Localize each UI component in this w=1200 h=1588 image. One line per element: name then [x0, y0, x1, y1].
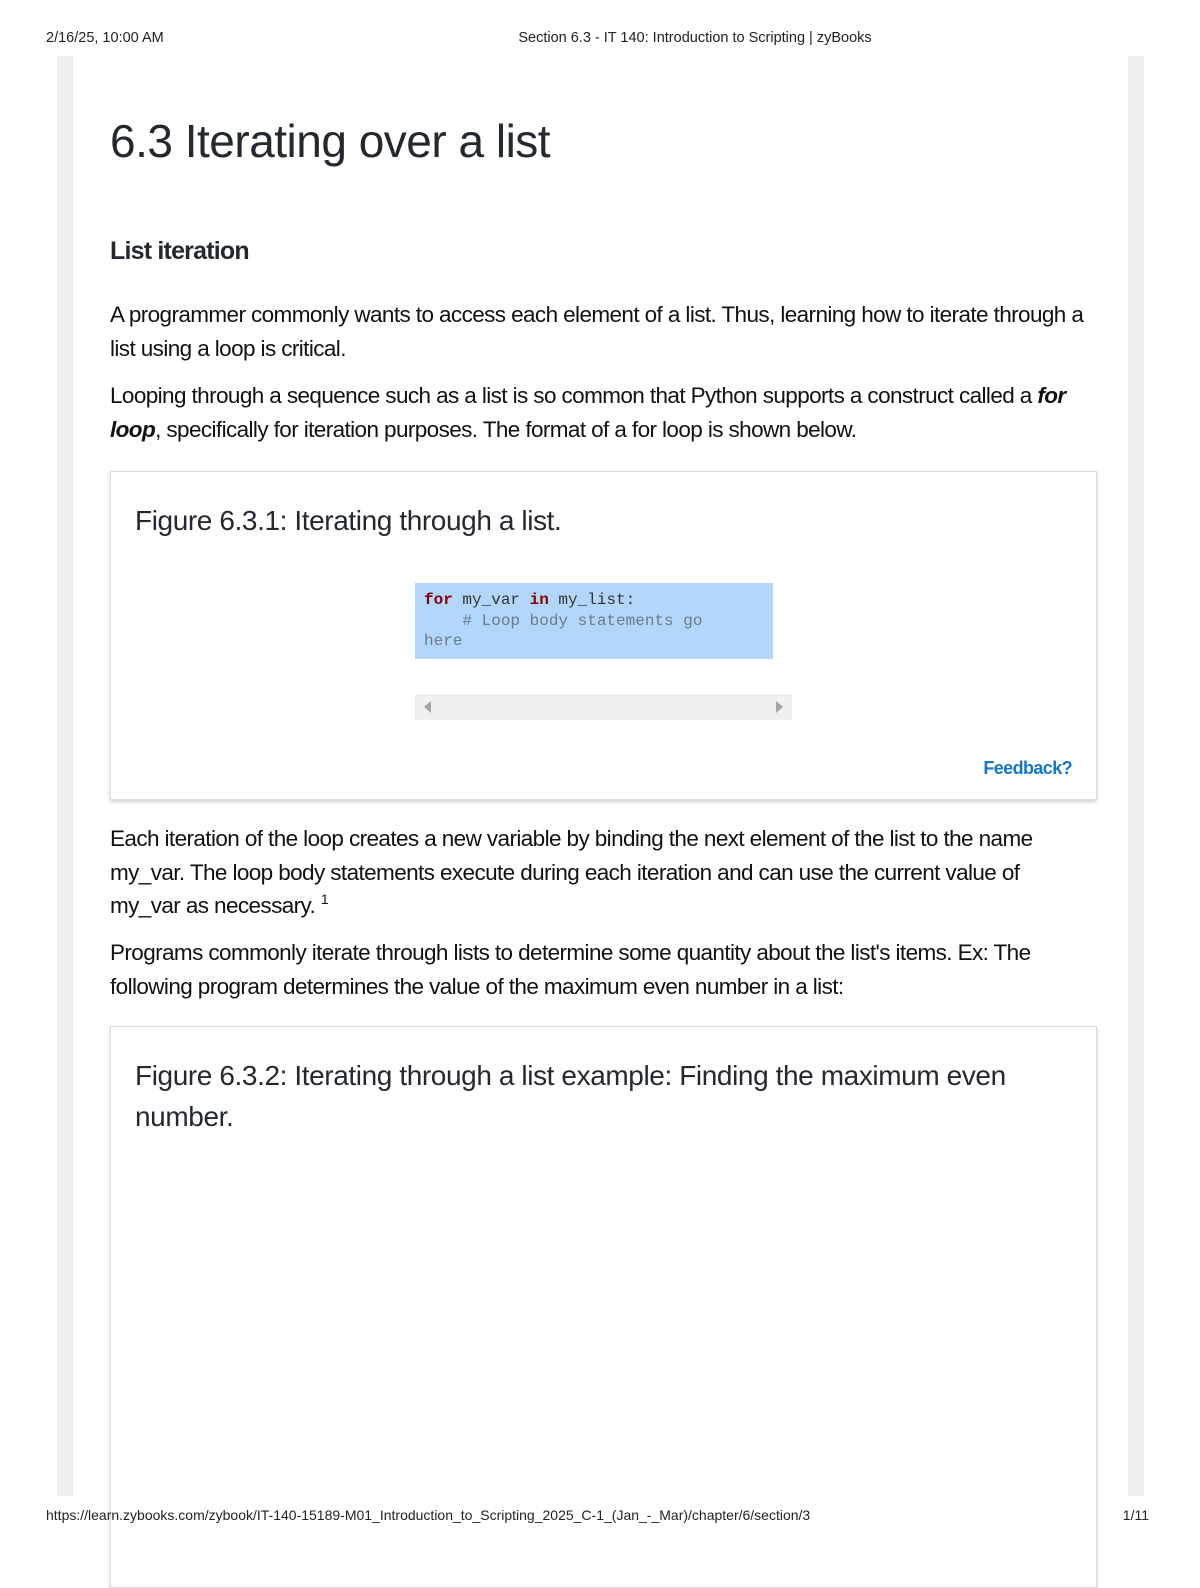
code-list: my_list: [548, 591, 636, 609]
figure-caption: Figure 6.3.1: Iterating through a list. [135, 505, 562, 536]
left-page-margin [57, 56, 73, 1496]
subsection-title: List iteration [110, 237, 249, 265]
paragraph-for-loop-after: , specifically for iteration purposes. The format of a for loop is shown below. [155, 416, 857, 442]
code-horizontal-scrollbar[interactable] [415, 694, 792, 720]
figure-6-3-2 [110, 1026, 1097, 1588]
code-keyword-for: for [424, 591, 453, 609]
section-title: 6.3 Iterating over a list [110, 115, 551, 167]
paragraph-intro: A programmer commonly wants to access each element of a list. Thus, learning how to iterate through a list using a loop is critical. [110, 302, 1084, 361]
print-page-number: 1/11 [1122, 1507, 1149, 1523]
code-comment-line-1: # Loop body statements go [462, 611, 703, 630]
print-header [0, 30, 1200, 50]
paragraph-iteration-text: Each iteration of the loop creates a new variable by binding the next element of the list to the name my_var. The loop body statements execute during each iteration and can use the current value of my_var as necessary. [110, 826, 1033, 918]
paragraph-max-even: Programs commonly iterate through lists to determine some quantity about the list's items. Ex: The following program determines the value of the maximum even number in a list: [110, 940, 1031, 999]
scroll-right-icon[interactable] [776, 701, 783, 713]
code-block [415, 583, 773, 659]
print-url: https://learn.zybooks.com/zybook/IT-140-15189-M01_Introduction_to_Scripting_2025_C-1_(Jan_-_Mar)/chapter/6/section/3 [46, 1507, 811, 1523]
figure-6-3-1 [110, 471, 1097, 800]
paragraph-iteration-explanation [110, 822, 1095, 923]
code-indent [424, 612, 462, 630]
code-variable: my_var [452, 591, 530, 609]
print-page-title: Section 6.3 - IT 140: Introduction to Scripting | zyBooks [518, 30, 872, 46]
figure-caption: Figure 6.3.2: Iterating through a list example: Finding the maximum even number. [135, 1060, 1006, 1132]
paragraph-for-loop-before: Looping through a sequence such as a list is so common that Python supports a construct called a [110, 383, 1038, 408]
for-loop-keyword: for loop [110, 383, 1066, 442]
code-comment-line-2: here [424, 632, 463, 650]
print-datetime: 2/16/25, 10:00 AM [46, 30, 164, 46]
paragraph-for-loop [110, 379, 1095, 446]
scroll-left-icon[interactable] [424, 701, 431, 713]
right-scrollbar-track[interactable] [1128, 56, 1144, 1496]
code-keyword-in: in [529, 591, 549, 609]
feedback-link[interactable]: Feedback? [983, 758, 1072, 778]
footnote-marker[interactable]: 1 [320, 891, 328, 907]
